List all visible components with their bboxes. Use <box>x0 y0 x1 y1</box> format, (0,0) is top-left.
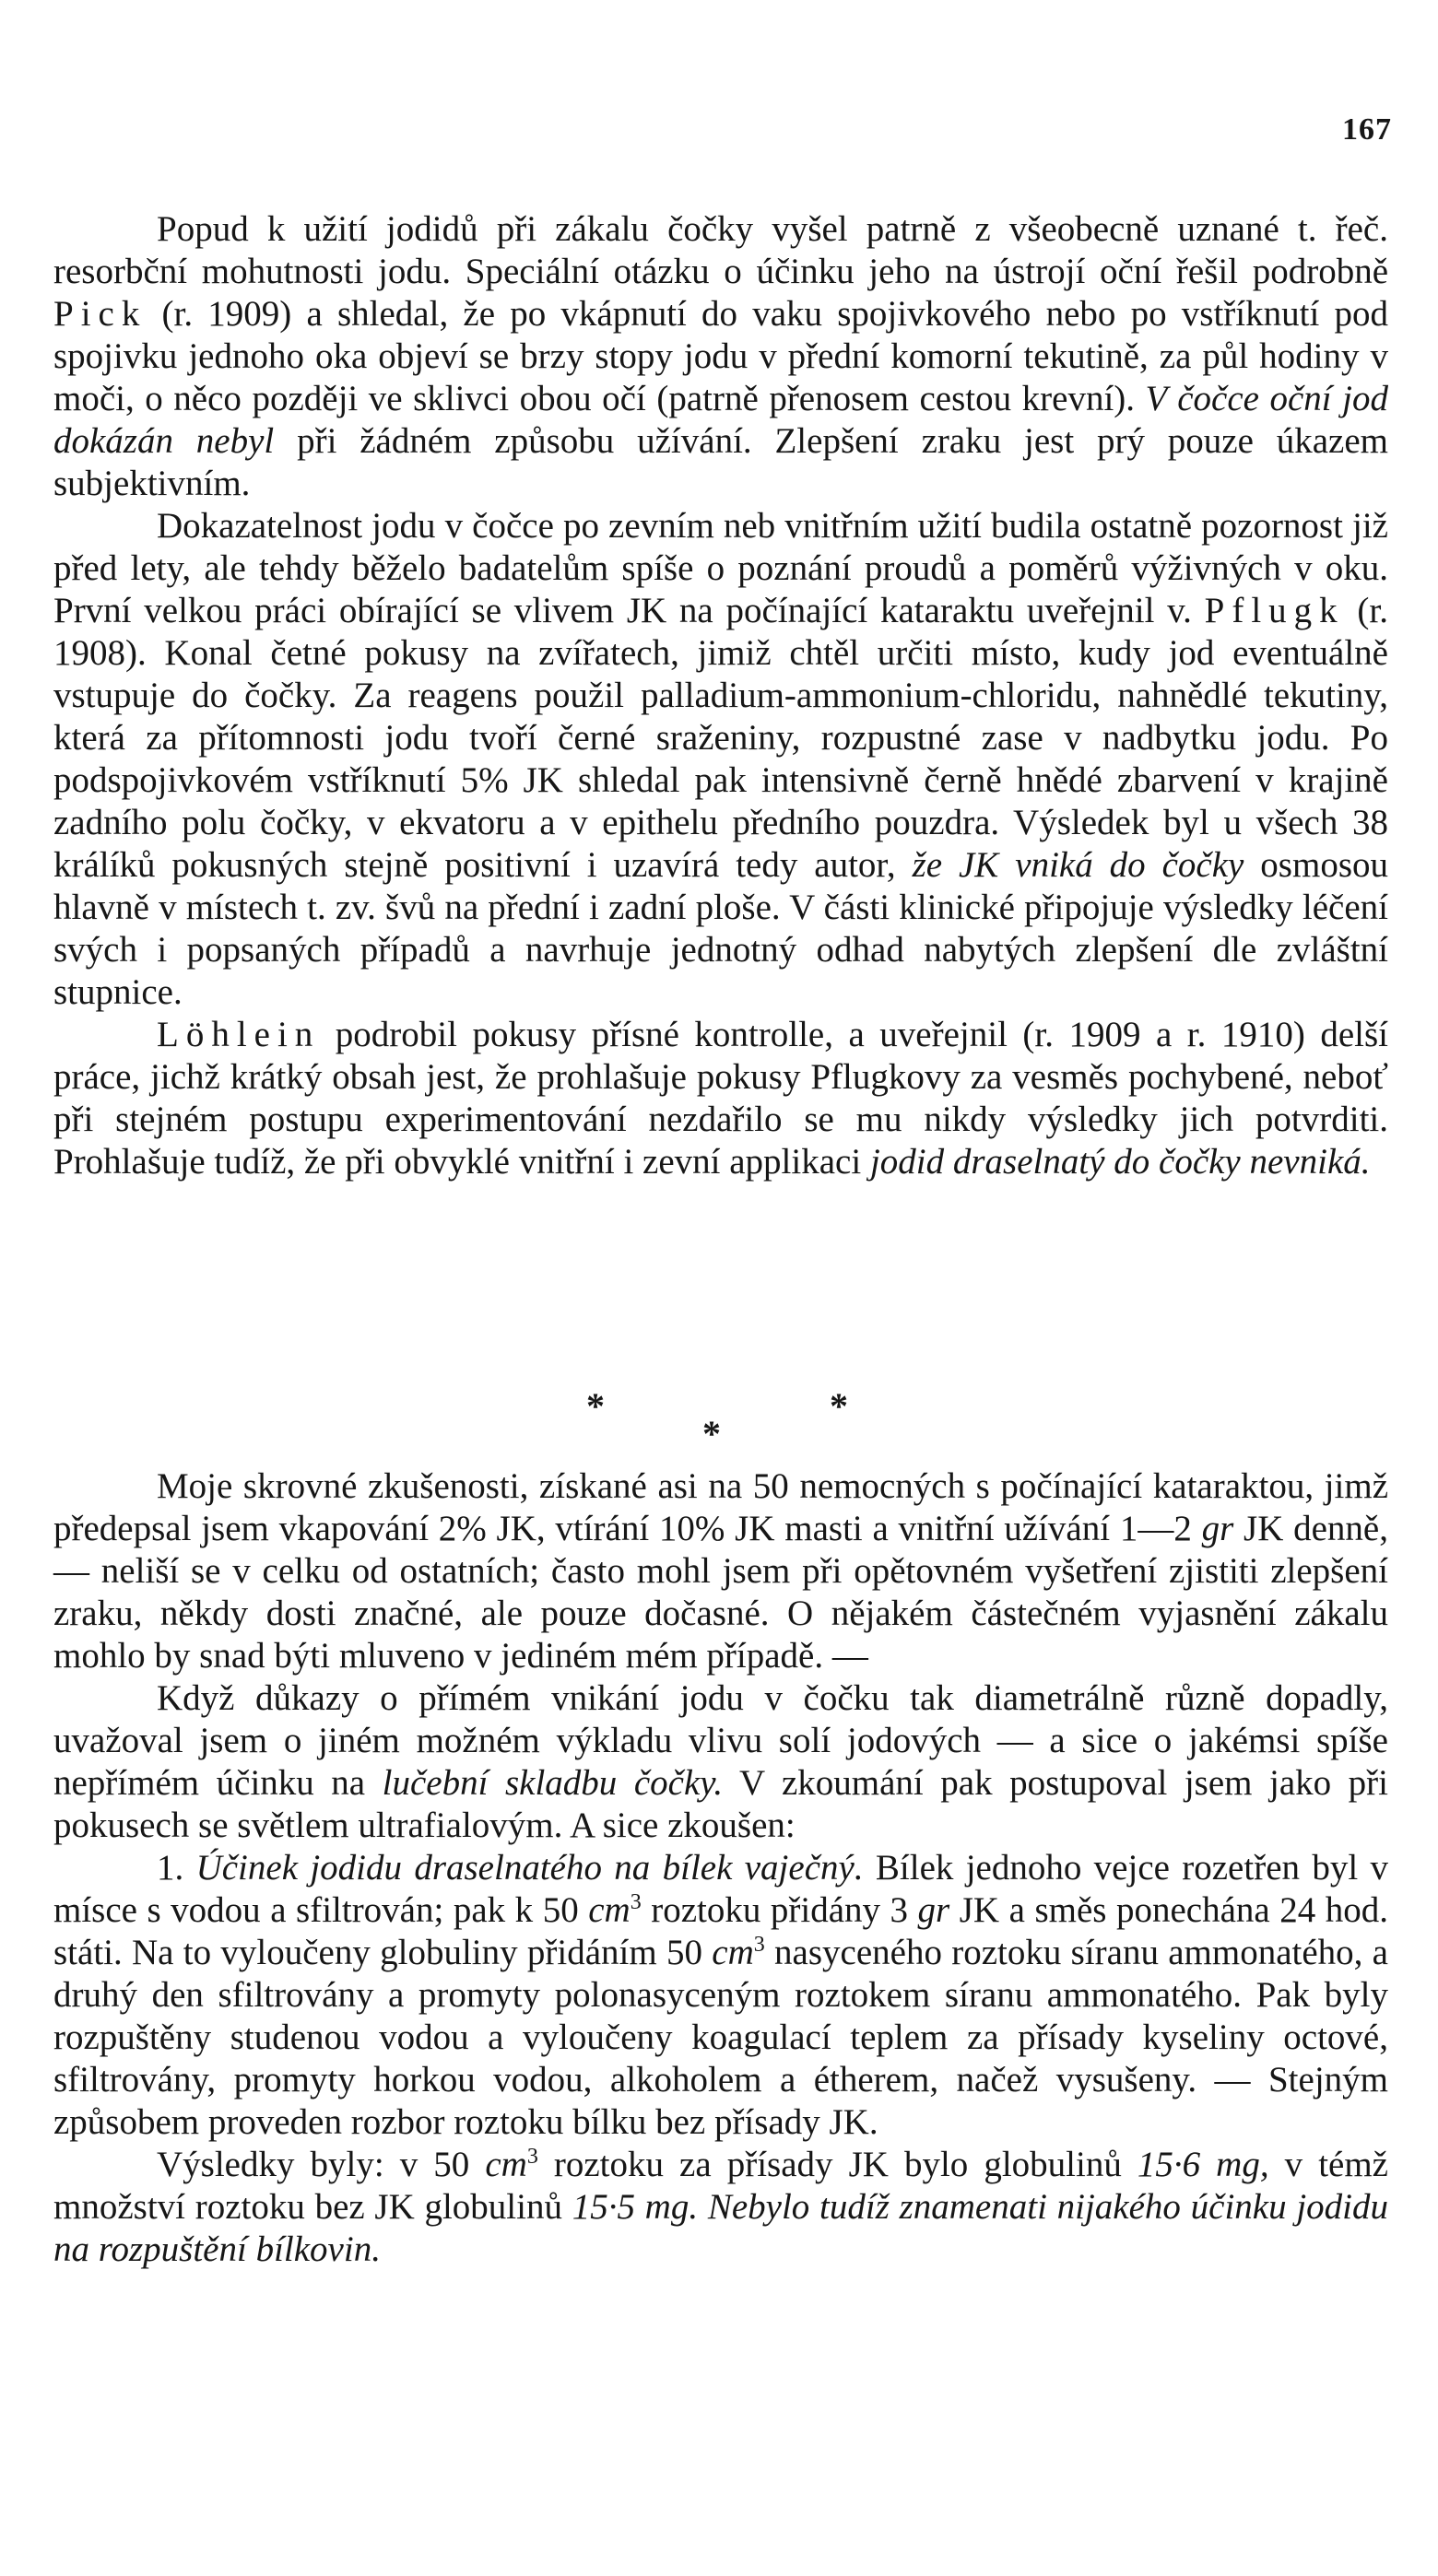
text-run: Výsledky byly: v 50 <box>157 2145 486 2184</box>
superscript: 3 <box>526 2145 538 2169</box>
text-run: nasyceného roztoku síranu ammonatého, a druhý den sfiltrovány a promyty polonasyceným roztokem síranu ammonatého. Pak byly rozpuštěny studenou vodou a vyloučeny koagulací teplem za přísady kyseliny octové, sfiltrovány, promyty horkou vodou, alkoholem a étherem, načež vysušeny. — Stejným způsobem proveden rozbor roztoku bílku bez přísady JK. <box>53 1933 1388 2142</box>
measured-value: 15·6 mg, <box>1137 2145 1269 2184</box>
superscript: 3 <box>630 1890 642 1914</box>
paragraph <box>53 2144 1388 2271</box>
text-run: 1. <box>157 1848 196 1888</box>
text-run: Bílek jednoho vejce rozetřen byl v mísce s vodou a sfiltrován; pak k 50 <box>53 1848 1388 1930</box>
paragraph <box>53 1847 1388 2144</box>
superscript: 3 <box>753 1933 765 1957</box>
unit-text: cm <box>588 1890 631 1930</box>
text-run: Moje skrovné zkušenosti, získané asi na 50 nemocných s počínající kataraktou, jimž předepsal jsem vkapování 2% JK, vtírání 10% JK masti a vnitřní užívání 1—2 <box>53 1466 1388 1548</box>
paragraph <box>53 1014 1388 1183</box>
text-run <box>698 2187 708 2227</box>
section-separator <box>0 1384 1438 1458</box>
text-run: JK denně, — neliší se v celku od ostatních; často mohl jsem při opětovném vyšetření zjistiti zlepšení zraku, někdy dosti značné, ale pouze dočasné. O nějakém částečném vyjasnění zákalu mohlo by snad býti mluveno v jediném mém případě. — <box>53 1509 1388 1676</box>
asterisk: * <box>830 1385 848 1427</box>
text-run: roztoku přidány 3 <box>641 1890 918 1930</box>
text-run: podrobil pokusy přísné kontrolle, a uveřejnil (r. 1909 a r. 1910) delší práce, jichž krátký obsah jest, že prohlašuje pokusy Pflugkovy za vesměs pochybené, neboť při stejném postupu experimentování nezdařilo se mu nikdy výsledky jich potvrditi. Prohlašuje tudíž, že při obvyklé vnitřní i zevní applikaci <box>53 1015 1388 1182</box>
paragraph <box>53 208 1388 505</box>
text-run: při žádném způsobu užívání. Zlepšení zraku jest prý pouze úkazem subjektivním. <box>53 421 1388 503</box>
unit-text: cm <box>485 2145 527 2184</box>
text-run: osmosou hlavně v místech t. zv. švů na přední i zadní ploše. V části klinické připojuje výsledky léčení svých i popsaných případů a navrhuje jednotný odhad nabytých zlepšení dle zvláštní stupnice. <box>53 845 1388 1012</box>
unit-text: cm <box>712 1933 754 1972</box>
paragraph <box>53 1677 1388 1847</box>
text-run: roztoku za přísady JK bylo globulinů <box>537 2145 1137 2184</box>
paragraph <box>53 1465 1388 1677</box>
measured-value: 15·5 mg. <box>572 2187 699 2227</box>
main-text-section-1 <box>53 208 1388 1183</box>
text-run: Popud k užití jodidů při zákalu čočky vyšel patrně z všeobecně uznané t. řeč. resorbční mohutnosti jodu. Speciální otázku o účinku jeho na ústrojí oční řešil podrobně <box>53 209 1388 291</box>
author-name: Pick <box>53 294 147 334</box>
emphasis-text: lučební skladbu čočky. <box>382 1763 724 1803</box>
asterisk: * <box>586 1385 605 1427</box>
asterisk: * <box>702 1413 721 1454</box>
page-number: 167 <box>1342 112 1392 147</box>
emphasis-text: Nebylo tudíž znamenati nijakého účinku jodidu na rozpuštění bílkovin. <box>53 2187 1388 2269</box>
text-run: (r. 1908). Konal četné pokusy na zvířatech, jimiž chtěl určiti místo, kudy jod eventuálně vstupuje do čočky. Za reagens použil palladium-ammonium-chloridu, nahnědlé tekutiny, která za přítomnosti jodu tvoří černé sraženiny, rozpustné zase v nadbytku jodu. Po podspojivkovém vstříknutí 5% JK shledal pak intensivně černě hnědé zbarvení v krajině zadního polu čočky, v ekvatoru a v epithelu předního pouzdra. Výsledek byl u všech 38 králíků pokusných stejně positivní i uzavírá tedy autor, <box>53 591 1388 885</box>
emphasis-text: V čočce oční jod dokázán nebyl <box>53 379 1388 461</box>
emphasis-text: že JK vniká do čočky <box>912 845 1244 885</box>
emphasis-text: Účinek jodidu draselnatého na bílek vaječný. <box>195 1848 864 1888</box>
text-run: Když důkazy o přímém vnikání jodu v čočku tak diametrálně různě dopadly, uvažoval jsem o jiném možném výkladu vlivu solí jodových — a sice o jakémsi spíše nepřímém účinku na <box>53 1678 1388 1803</box>
text-run: (r. 1909) a shledal, že po vkápnutí do vaku spojivkového nebo po vstříknutí pod spojivku jednoho oka objeví se brzy stopy jodu v přední komorní tekutině, za půl hodiny v moči, o něco později ve sklivci obou očí (patrně přenosem cestou krevní). <box>53 294 1388 418</box>
text-run: Dokazatelnost jodu v čočce po zevním neb vnitřním užití budila ostatně pozornost již před lety, ale tehdy běželo badatelům spíše o poznání proudů a poměrů výživných v oku. První velkou práci obírající se vlivem JK na počínající kataraktu uveřejnil v. <box>53 506 1388 630</box>
paragraph <box>53 505 1388 1014</box>
text-run: v témž množství roztoku bez JK globulinů <box>53 2145 1388 2227</box>
unit-text: gr <box>1201 1509 1234 1548</box>
unit-text: gr <box>917 1890 950 1930</box>
emphasis-text: jodid draselnatý do čočky nevniká. <box>869 1142 1371 1182</box>
text-run: JK a směs ponechána 24 hod. státi. Na to vyloučeny globuliny přidáním 50 <box>53 1890 1388 1972</box>
main-text-section-2 <box>53 1465 1388 2271</box>
author-name: Löhlein <box>157 1015 321 1054</box>
text-run: V zkoumání pak postupoval jsem jako při pokusech se světlem ultrafialovým. A sice zkoušen: <box>53 1763 1388 1845</box>
author-name: Pflugk <box>1204 591 1345 630</box>
